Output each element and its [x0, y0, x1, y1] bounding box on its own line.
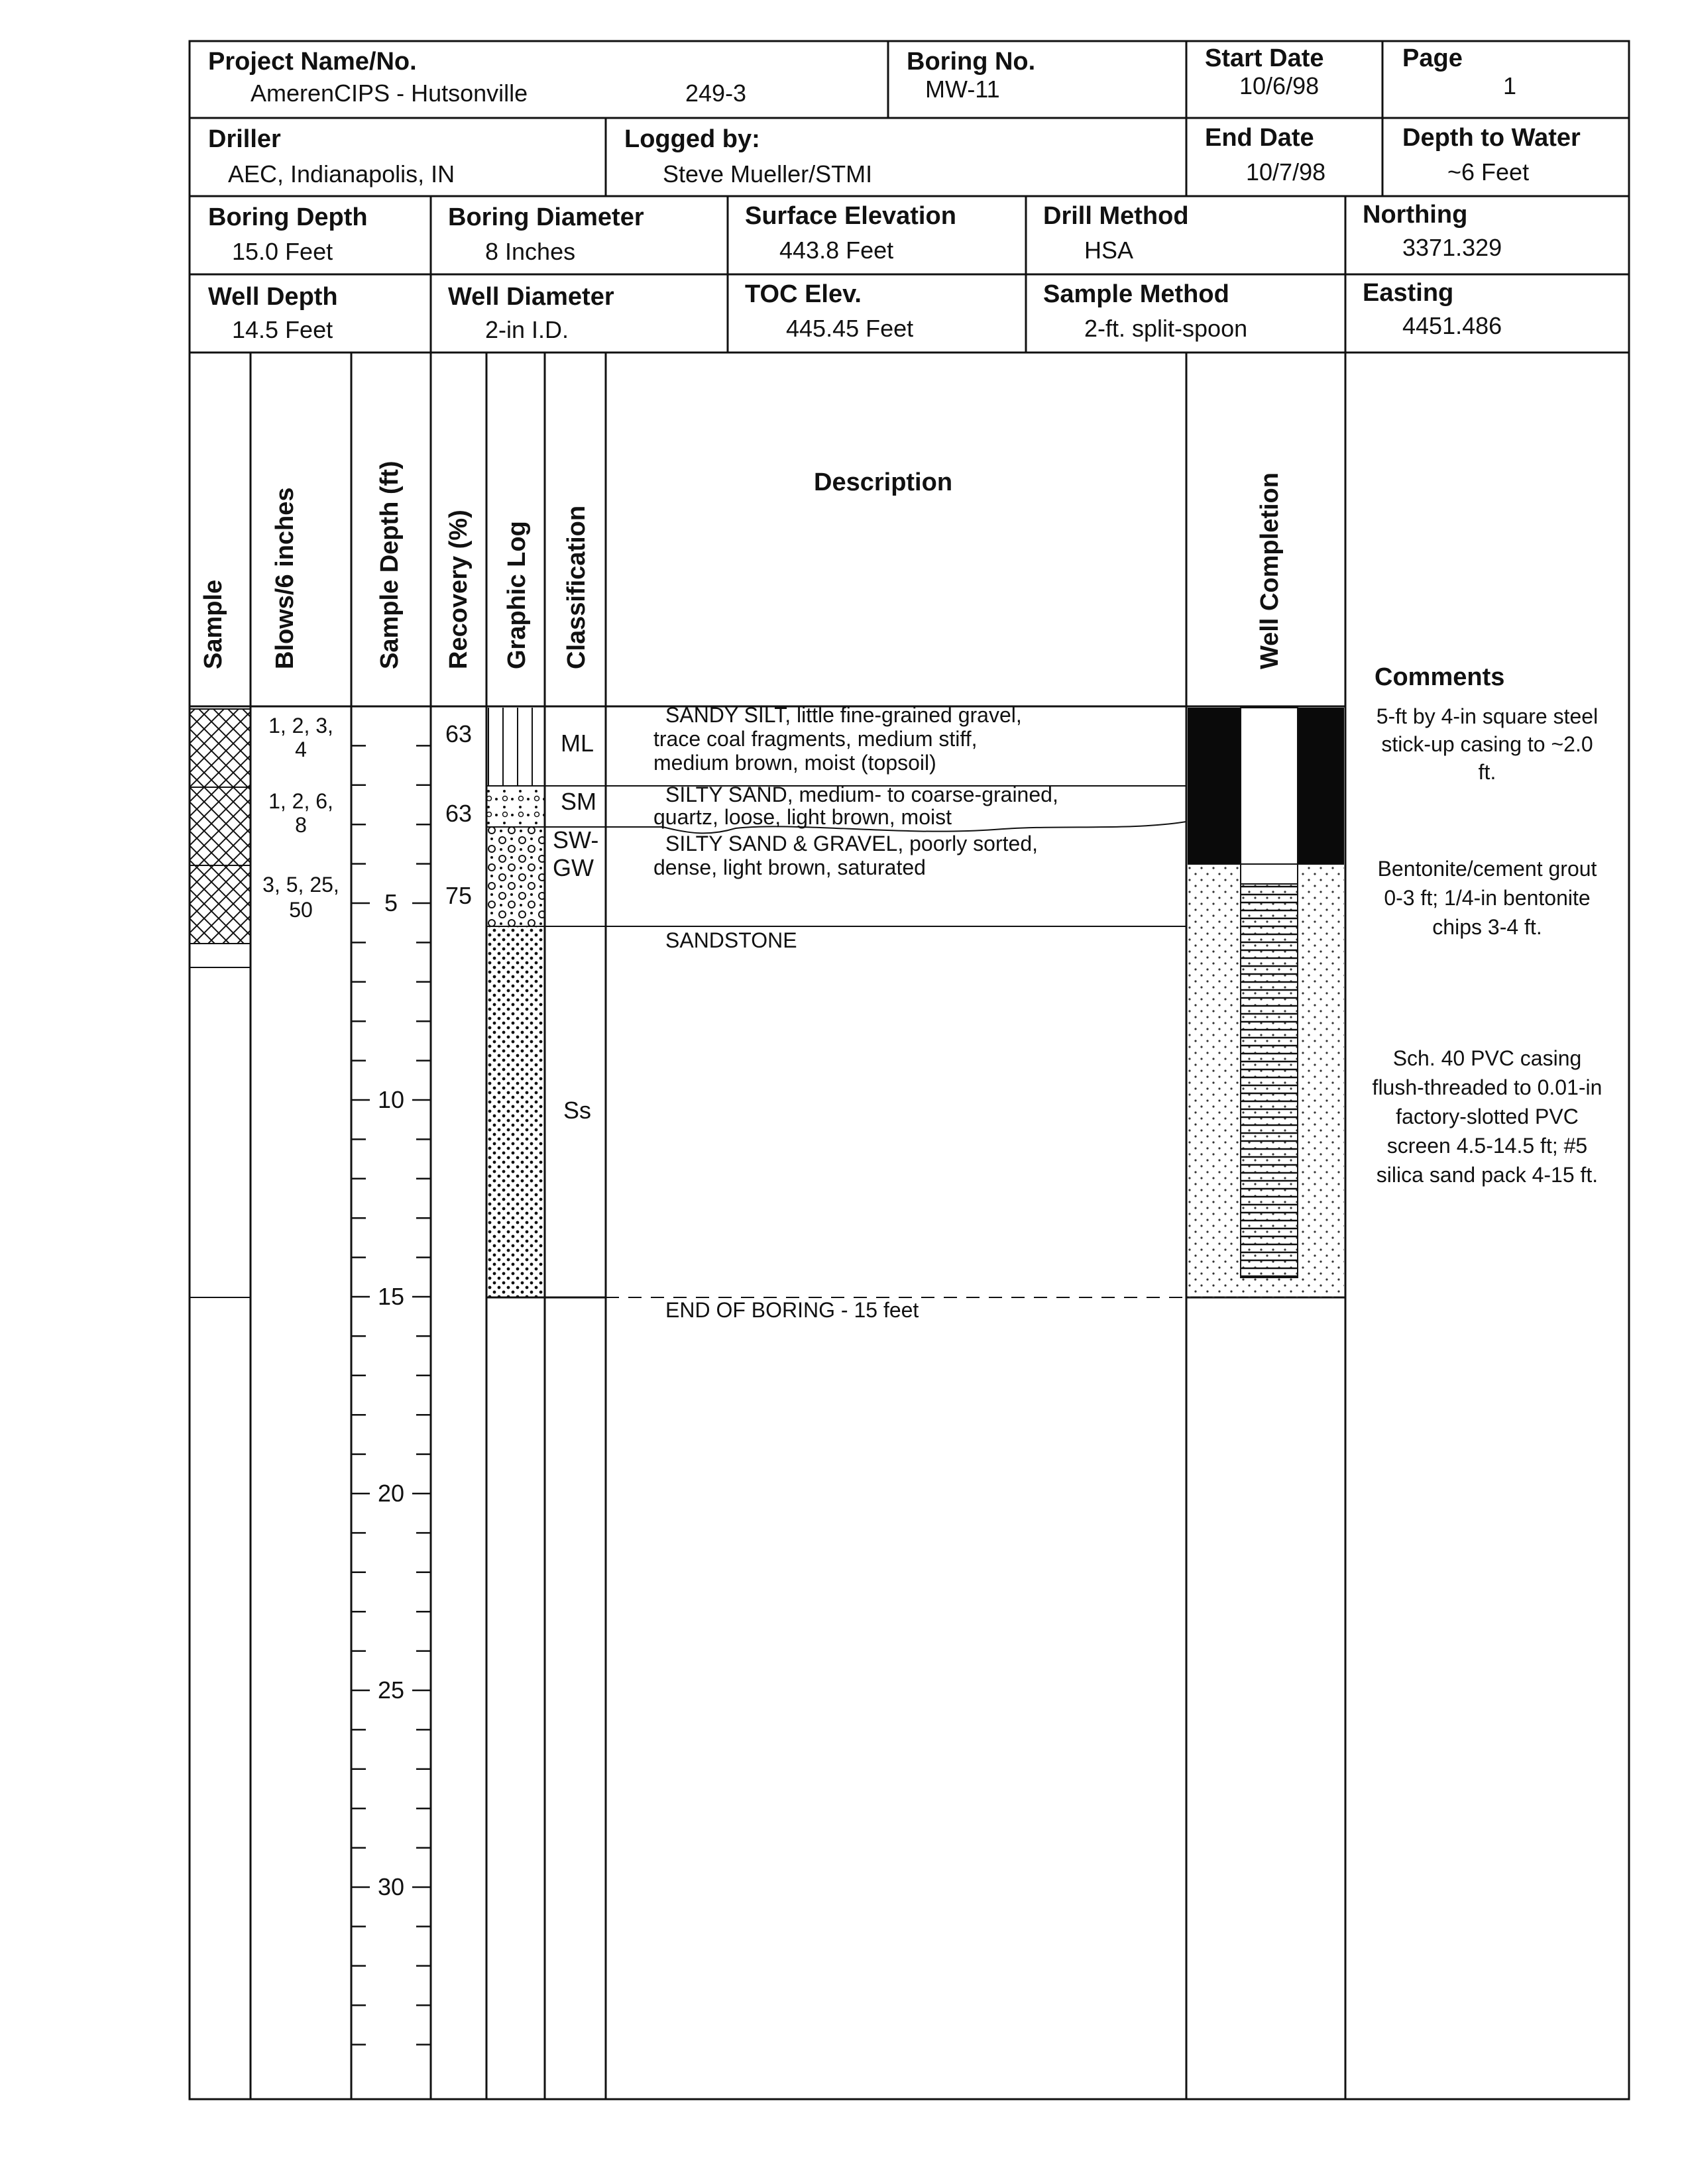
riser-casing — [1241, 708, 1298, 884]
northing-label: Northing — [1363, 201, 1468, 229]
desc-sm-line1: SILTY SAND, medium- to coarse-grained, — [665, 783, 1058, 806]
logged-by-label: Logged by: — [624, 125, 760, 153]
depth-label: 30 — [377, 1873, 405, 1900]
sample-2-blows-line1: 1, 2, 6, — [268, 789, 333, 813]
desc-sandstone: SANDSTONE — [665, 928, 797, 952]
well-diameter-label: Well Diameter — [448, 283, 614, 311]
col-blows: Blows/6 inches — [271, 487, 299, 669]
comment-3-line2: flush-threaded to 0.01-in — [1372, 1075, 1602, 1099]
boring-depth-value: 15.0 Feet — [232, 238, 333, 265]
sample-3-recovery: 75 — [445, 882, 473, 909]
project-label: Project Name/No. — [208, 48, 417, 76]
sample-method-label: Sample Method — [1043, 280, 1229, 308]
end-of-boring: END OF BORING - 15 feet — [665, 1298, 919, 1322]
sample-3-blows-line1: 3, 5, 25, — [262, 873, 339, 897]
page-label: Page — [1402, 44, 1463, 72]
toc-elev-label: TOC Elev. — [745, 280, 862, 308]
boring-diameter-value: 8 Inches — [485, 238, 576, 265]
easting-value: 4451.486 — [1402, 312, 1502, 339]
casing-grout-left — [1188, 708, 1241, 864]
northing-value: 3371.329 — [1402, 234, 1502, 261]
class-swgw-line2: GW — [553, 854, 594, 881]
comment-1-line1: 5-ft by 4-in square steel — [1376, 704, 1599, 728]
boring-diameter-label: Boring Diameter — [448, 203, 644, 231]
drill-method-value: HSA — [1084, 237, 1134, 264]
well-depth-label: Well Depth — [208, 283, 338, 311]
comment-3-line5: silica sand pack 4-15 ft. — [1376, 1163, 1599, 1187]
driller-label: Driller — [208, 125, 281, 153]
well-depth-value: 14.5 Feet — [232, 316, 333, 343]
well-screen — [1241, 884, 1298, 1278]
well-diameter-value: 2-in I.D. — [485, 316, 569, 343]
desc-swgw-line1: SILTY SAND & GRAVEL, poorly sorted, — [665, 832, 1038, 855]
depth-label: 25 — [377, 1676, 405, 1704]
end-date-label: End Date — [1205, 124, 1314, 152]
sample-3-blows-line2: 50 — [289, 898, 313, 922]
logged-by-value: Steve Mueller/STMI — [663, 160, 873, 188]
graphic-ml-silt — [486, 708, 545, 786]
graphic-swgw-sand-gravel — [486, 826, 545, 926]
desc-ml-line2: trace coal fragments, medium stiff, — [653, 727, 978, 751]
drill-method-label: Drill Method — [1043, 202, 1189, 230]
col-graphic-log: Graphic Log — [503, 521, 531, 669]
depth-label: 20 — [377, 1480, 405, 1507]
depth-scale — [351, 745, 431, 2044]
comment-2-line2: 0-3 ft; 1/4-in bentonite — [1384, 886, 1591, 910]
easting-label: Easting — [1363, 279, 1454, 307]
end-date-value: 10/7/98 — [1246, 158, 1326, 186]
sample-1-blows-line1: 1, 2, 3, — [268, 714, 333, 737]
comment-1-line3: ft. — [1478, 760, 1496, 784]
start-date-label: Start Date — [1205, 44, 1324, 72]
class-swgw-line1: SW- — [553, 826, 599, 853]
col-recovery: Recovery (%) — [445, 510, 473, 669]
sample-method-value: 2-ft. split-spoon — [1084, 315, 1248, 342]
depth-to-water-label: Depth to Water — [1402, 124, 1581, 152]
sample-box-3 — [190, 865, 251, 944]
surface-elevation-value: 443.8 Feet — [779, 237, 894, 264]
sample-2-blows-line2: 8 — [295, 813, 307, 837]
graphic-ss-sandstone — [486, 926, 545, 1297]
class-ss: Ss — [563, 1097, 592, 1124]
col-classification: Classification — [563, 505, 590, 669]
outer-frame — [190, 41, 1629, 2099]
driller-value: AEC, Indianapolis, IN — [228, 160, 455, 188]
comment-3-line3: factory-slotted PVC — [1396, 1105, 1579, 1128]
comment-3-line4: screen 4.5-14.5 ft; #5 — [1386, 1134, 1588, 1158]
col-description: Description — [814, 468, 953, 496]
comment-2-line3: chips 3-4 ft. — [1432, 915, 1542, 939]
boring-no-value: MW-11 — [925, 76, 1000, 103]
col-sample: Sample — [199, 579, 227, 669]
page-value: 1 — [1503, 72, 1517, 99]
depth-to-water-value: ~6 Feet — [1447, 158, 1530, 186]
col-well-completion: Well Completion — [1256, 472, 1284, 669]
class-sm: SM — [561, 788, 596, 815]
desc-swgw-line2: dense, light brown, saturated — [653, 855, 926, 879]
surface-elevation-label: Surface Elevation — [745, 202, 956, 230]
project-number: 249-3 — [685, 80, 747, 107]
boring-no-label: Boring No. — [907, 48, 1036, 76]
comment-2-line1: Bentonite/cement grout — [1377, 857, 1597, 881]
boring-depth-label: Boring Depth — [208, 203, 368, 231]
depth-label: 10 — [377, 1086, 405, 1113]
sample-box-1 — [190, 709, 251, 787]
desc-ml-line3: medium brown, moist (topsoil) — [653, 751, 936, 775]
sample-1-blows-line2: 4 — [295, 737, 307, 761]
desc-ml-line1: SANDY SILT, little fine-grained gravel, — [665, 703, 1022, 727]
comment-1-line2: stick-up casing to ~2.0 — [1381, 732, 1593, 756]
desc-sm-line2: quartz, loose, light brown, moist — [653, 805, 952, 829]
depth-label: 15 — [377, 1283, 405, 1310]
comment-3-line1: Sch. 40 PVC casing — [1392, 1046, 1582, 1070]
class-ml: ML — [561, 730, 594, 757]
toc-elev-value: 445.45 Feet — [786, 315, 914, 342]
depth-label: 5 — [384, 889, 398, 916]
sample-box-2 — [190, 787, 251, 865]
graphic-sm-silty-sand — [486, 786, 545, 826]
project-name: AmerenCIPS - Hutsonville — [251, 80, 528, 107]
sample-1-recovery: 63 — [445, 720, 473, 747]
sample-2-recovery: 63 — [445, 800, 473, 827]
col-sample-depth: Sample Depth (ft) — [376, 461, 404, 669]
col-comments: Comments — [1375, 663, 1505, 691]
start-date-value: 10/6/98 — [1239, 72, 1320, 99]
casing-grout-right — [1298, 708, 1344, 864]
